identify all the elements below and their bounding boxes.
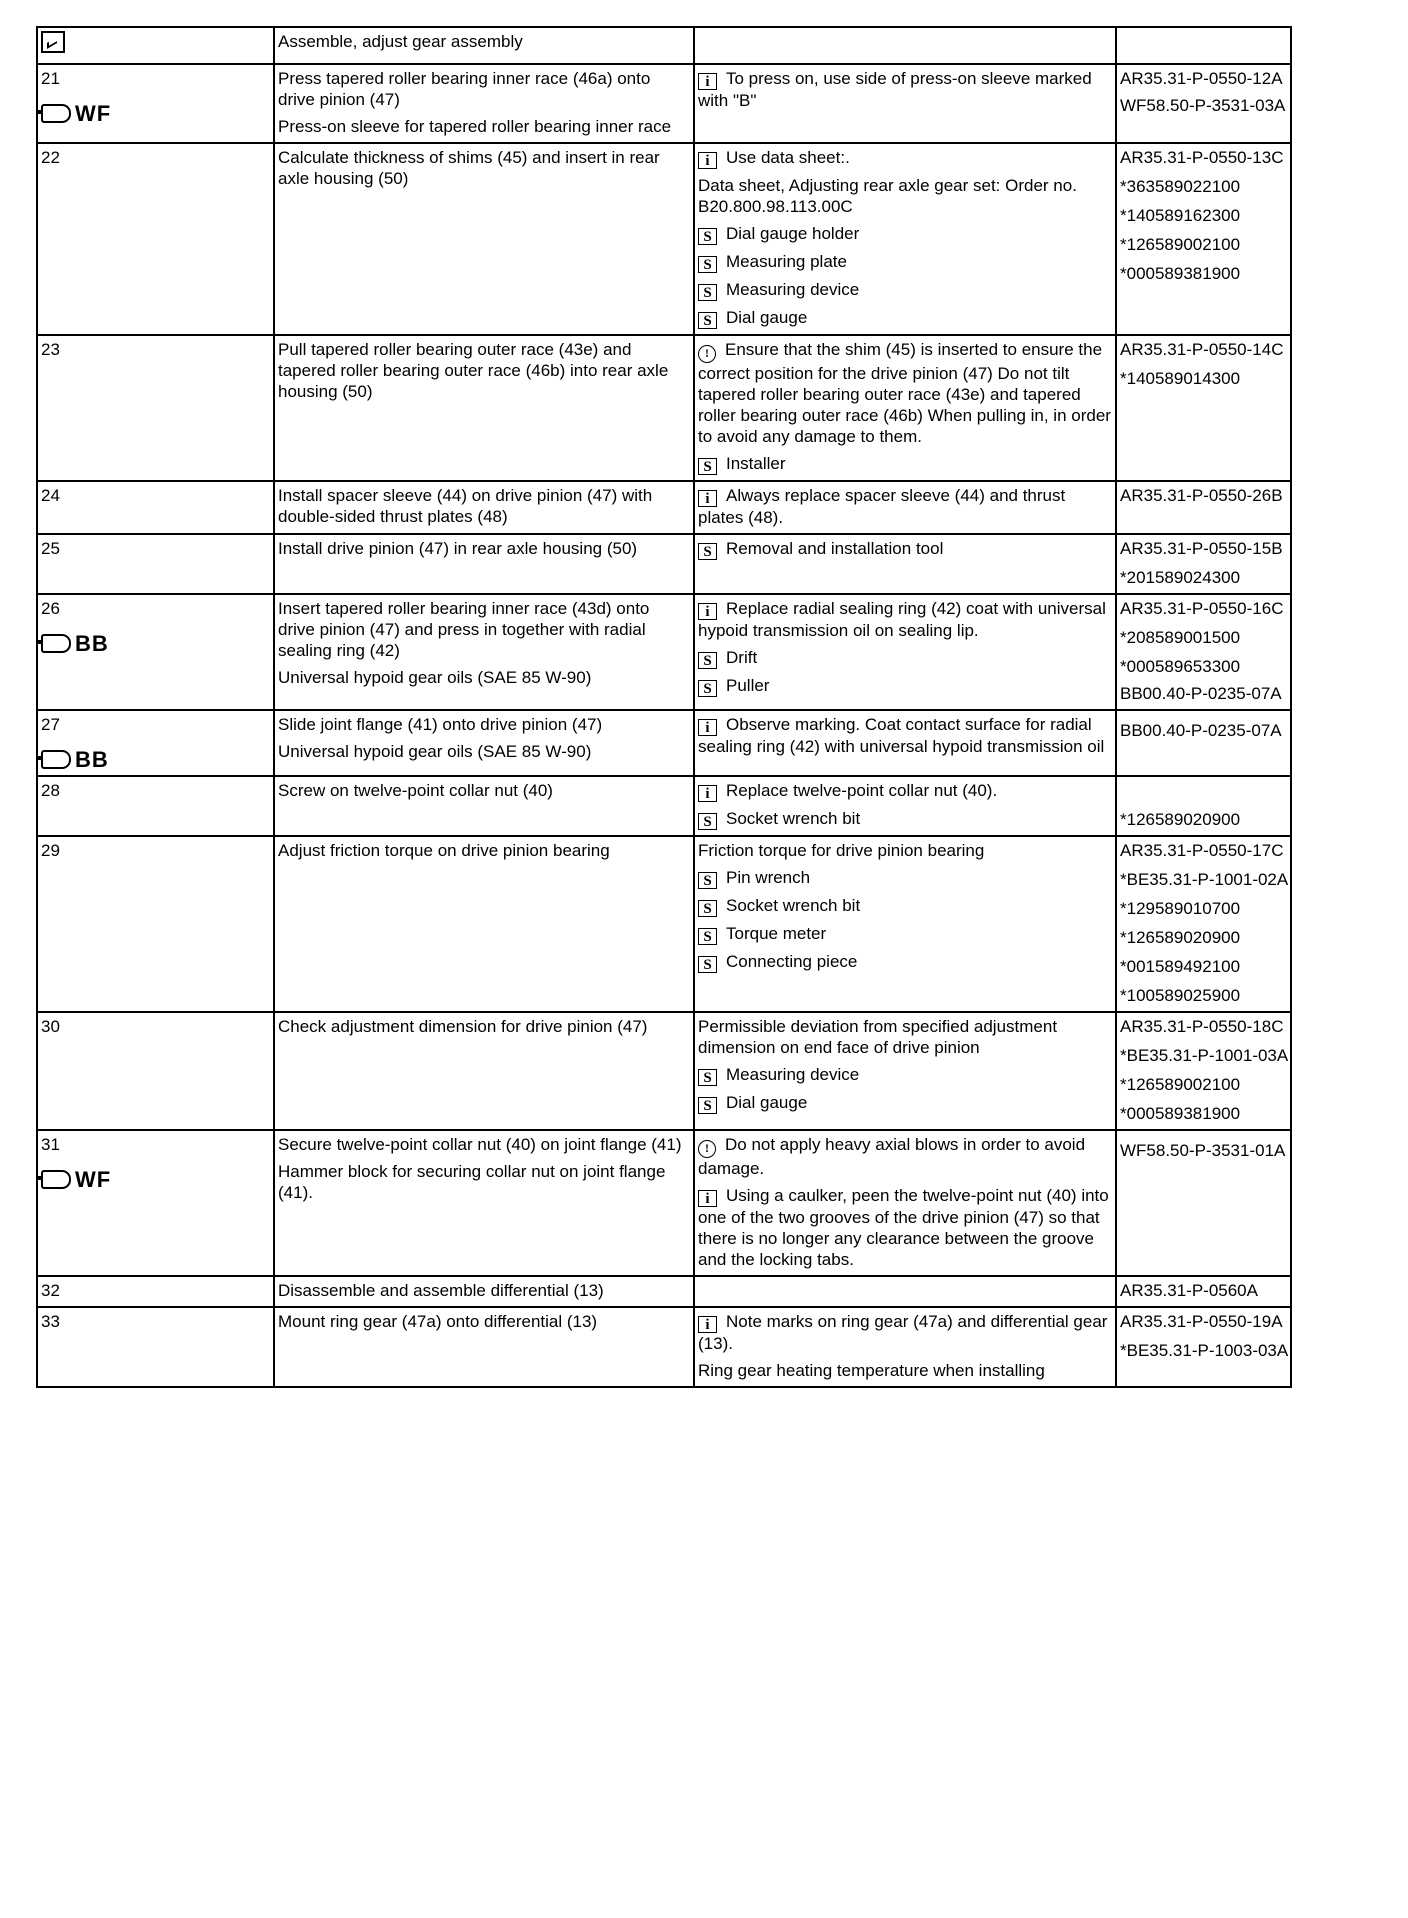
reference-type: WF: [75, 1167, 112, 1192]
step-notes-cell: [694, 481, 1116, 534]
note-text: To press on, use side of press-on sleeve marked with "B": [698, 69, 1092, 110]
step-number-cell: [37, 776, 274, 836]
step-description-cell: [274, 710, 694, 776]
note-text: Dial gauge holder: [726, 224, 860, 243]
note: [698, 307, 1112, 329]
special-tool-icon: S: [698, 652, 717, 669]
step-description: Pull tapered roller bearing outer race (43e) and tapered roller bearing outer race (46b) into rear axle housing (50): [278, 340, 669, 401]
step-number-cell: [37, 534, 274, 594]
reference-code: AR35.31-P-0550-18C: [1120, 1017, 1284, 1036]
step-description: Press tapered roller bearing inner race (46a) onto drive pinion (47): [278, 69, 651, 109]
note-text: Note marks on ring gear (47a) and differential gear (13).: [698, 1312, 1108, 1353]
special-tool-icon: S: [698, 813, 717, 830]
step-description-cell: [274, 64, 694, 143]
step-description-cell: [274, 836, 694, 1012]
step-description-cell: [274, 1130, 694, 1276]
note-text: Socket wrench bit: [726, 809, 861, 828]
reference-code: *000589381900: [1120, 1104, 1241, 1123]
note-text: Drift: [726, 648, 758, 667]
reference-code: AR35.31-P-0550-13C: [1120, 148, 1284, 167]
step-description-cell: [274, 335, 694, 481]
step-number-cell: [37, 143, 274, 335]
note-text: Replace radial sealing ring (42) coat with universal hypoid transmission oil on sealing lip.: [698, 599, 1106, 640]
step-notes-cell: [694, 1307, 1116, 1387]
special-tool-icon: S: [698, 458, 717, 475]
note: [698, 1185, 1112, 1270]
note: [698, 339, 1112, 447]
reference-code: *126589002100: [1120, 1075, 1241, 1094]
step-description: Slide joint flange (41) onto drive pinion (47): [278, 715, 603, 734]
reference-code: BB00.40-P-0235-07A: [1120, 684, 1282, 703]
special-tool-icon: S: [698, 543, 717, 560]
step-codes-cell: [1116, 710, 1291, 776]
caution-icon: !: [698, 345, 716, 363]
header-row: [37, 27, 1291, 64]
step-codes-cell: [1116, 64, 1291, 143]
note-text: Replace twelve-point collar nut (40).: [726, 781, 998, 800]
reference-code: WF58.50-P-3531-01A: [1120, 1141, 1286, 1160]
step-description: Check adjustment dimension for drive pinion (47): [278, 1017, 648, 1036]
step-number-cell: [37, 1276, 274, 1307]
special-tool-icon: S: [698, 312, 717, 329]
step-number: 31: [41, 1135, 60, 1154]
step-notes-cell: [694, 143, 1116, 335]
caution-icon: !: [698, 1140, 716, 1158]
step-description: Calculate thickness of shims (45) and insert in rear axle housing (50): [278, 148, 660, 188]
reference-code: *000589381900: [1120, 264, 1241, 283]
step-codes-cell: [1116, 1276, 1291, 1307]
note-text: Do not apply heavy axial blows in order to avoid damage.: [698, 1135, 1086, 1178]
pointing-hand-icon: [41, 634, 71, 653]
info-icon: i: [698, 719, 717, 736]
pointing-hand-icon: [41, 104, 71, 123]
special-tool-icon: S: [698, 1069, 717, 1086]
note: [698, 1134, 1112, 1179]
step-number-cell: [37, 481, 274, 534]
pointing-hand-icon: [41, 1170, 71, 1189]
step-row: [37, 534, 1291, 594]
step-row: [37, 1012, 1291, 1130]
special-tool-icon: S: [698, 928, 717, 945]
step-number: 25: [41, 539, 60, 558]
note: [698, 867, 1112, 889]
step-number: 29: [41, 841, 60, 860]
reference-type: WF: [75, 101, 112, 126]
header-title: Assemble, adjust gear assembly: [274, 27, 694, 64]
step-description-cell: [274, 481, 694, 534]
step-notes-cell: [694, 1130, 1116, 1276]
step-description: Mount ring gear (47a) onto differential (13): [278, 1312, 598, 1331]
info-icon: i: [698, 1316, 717, 1333]
note: [698, 675, 1112, 697]
special-tool-icon: S: [698, 956, 717, 973]
step-row: [37, 64, 1291, 143]
pointing-hand-icon: [41, 750, 71, 769]
step-number-cell: [37, 1012, 274, 1130]
step-number: 30: [41, 1017, 60, 1036]
note: [698, 251, 1112, 273]
document-reference: [41, 103, 270, 124]
reference-code: *126589020900: [1120, 810, 1241, 829]
step-codes-cell: [1116, 335, 1291, 481]
step-number: 28: [41, 781, 60, 800]
step-number: 22: [41, 148, 60, 167]
note: [698, 647, 1112, 669]
note: [698, 1064, 1112, 1086]
reference-type: BB: [75, 747, 109, 772]
step-row: [37, 481, 1291, 534]
reference-code: *363589022100: [1120, 177, 1241, 196]
reference-code: AR35.31-P-0550-17C: [1120, 841, 1284, 860]
info-icon: i: [698, 152, 717, 169]
step-codes-cell: [1116, 1012, 1291, 1130]
step-description-cell: [274, 1012, 694, 1130]
header-icon-cell: [37, 27, 274, 64]
step-row: [37, 594, 1291, 710]
reference-code: *140589162300: [1120, 206, 1241, 225]
reference-code: *BE35.31-P-1003-03A: [1120, 1341, 1289, 1360]
step-description: Insert tapered roller bearing inner race (43d) onto drive pinion (47) and press in together with radial sealing ring (42): [278, 599, 650, 660]
reference-code: *126589020900: [1120, 928, 1241, 947]
note-text: Using a caulker, peen the twelve-point nut (40) into one of the two grooves of the drive pinion (47) so that there is no longer any clearance between the groove and the locking tabs.: [698, 1186, 1109, 1269]
document-reference: [41, 1169, 270, 1190]
note-text: Ensure that the shim (45) is inserted to ensure the correct position for the drive pinion (47) Do not tilt tapered roller bearing outer race (43e) and tapered roller bearing outer race (46b) When pulling in, in order to avoid any damage to them.: [698, 340, 1111, 446]
edit-icon: [41, 31, 65, 53]
note-text: Socket wrench bit: [726, 896, 861, 915]
step-description: Screw on twelve-point collar nut (40): [278, 781, 553, 800]
special-tool-icon: S: [698, 284, 717, 301]
step-codes-cell: [1116, 836, 1291, 1012]
note: [698, 485, 1112, 528]
note: [698, 895, 1112, 917]
document-reference: [41, 749, 270, 770]
reference-code: WF58.50-P-3531-03A: [1120, 96, 1286, 115]
special-tool-icon: S: [698, 680, 717, 697]
note: [698, 808, 1112, 830]
step-description-cell: [274, 534, 694, 594]
note: [698, 175, 1112, 217]
note: [698, 147, 1112, 169]
reference-code: AR35.31-P-0550-15B: [1120, 539, 1283, 558]
step-number-cell: [37, 335, 274, 481]
step-row: [37, 836, 1291, 1012]
note-text: Observe marking. Coat contact surface for radial sealing ring (42) with universal hypoid transmission oil: [698, 715, 1105, 756]
reference-code: BB00.40-P-0235-07A: [1120, 721, 1282, 740]
step-number: 23: [41, 340, 60, 359]
reference-description: Universal hypoid gear oils (SAE 85 W-90): [278, 668, 592, 687]
note: [698, 1016, 1112, 1058]
special-tool-icon: S: [698, 900, 717, 917]
step-description-cell: [274, 594, 694, 710]
step-description-cell: [274, 1276, 694, 1307]
note: [698, 223, 1112, 245]
step-number: 26: [41, 599, 60, 618]
step-row: [37, 710, 1291, 776]
step-description: Install drive pinion (47) in rear axle housing (50): [278, 539, 638, 558]
step-number-cell: [37, 594, 274, 710]
note-text: Dial gauge: [726, 1093, 808, 1112]
info-icon: i: [698, 73, 717, 90]
step-codes-cell: [1116, 143, 1291, 335]
step-codes-cell: [1116, 776, 1291, 836]
step-description-cell: [274, 143, 694, 335]
reference-code: *129589010700: [1120, 899, 1241, 918]
reference-code: *140589014300: [1120, 369, 1241, 388]
step-number-cell: [37, 836, 274, 1012]
info-icon: i: [698, 490, 717, 507]
reference-description: Press-on sleeve for tapered roller bearing inner race: [278, 117, 672, 136]
step-notes-cell: [694, 1276, 1116, 1307]
step-number-cell: [37, 710, 274, 776]
step-number-cell: [37, 1130, 274, 1276]
step-row: [37, 335, 1291, 481]
note: [698, 951, 1112, 973]
step-number: 27: [41, 715, 60, 734]
reference-code: [1120, 780, 1287, 801]
reference-code: *001589492100: [1120, 957, 1241, 976]
reference-code: AR35.31-P-0560A: [1120, 1281, 1258, 1300]
step-description: Adjust friction torque on drive pinion bearing: [278, 841, 610, 860]
step-notes-cell: [694, 534, 1116, 594]
step-notes-cell: [694, 64, 1116, 143]
step-row: [37, 1130, 1291, 1276]
note: [698, 279, 1112, 301]
step-codes-cell: [1116, 1307, 1291, 1387]
reference-code: *100589025900: [1120, 986, 1241, 1005]
step-row: [37, 143, 1291, 335]
step-description: Disassemble and assemble differential (13): [278, 1281, 604, 1300]
step-codes-cell: [1116, 534, 1291, 594]
step-notes-cell: [694, 594, 1116, 710]
reference-code: *201589024300: [1120, 568, 1241, 587]
step-codes-cell: [1116, 481, 1291, 534]
note: [698, 453, 1112, 475]
note: [698, 598, 1112, 641]
step-row: [37, 776, 1291, 836]
step-number: 21: [41, 69, 60, 88]
step-number-cell: [37, 1307, 274, 1387]
special-tool-icon: S: [698, 228, 717, 245]
special-tool-icon: S: [698, 1097, 717, 1114]
note-text: Data sheet, Adjusting rear axle gear set: Order no. B20.800.98.113.00C: [698, 176, 1077, 216]
reference-code: *126589002100: [1120, 235, 1241, 254]
note-text: Torque meter: [726, 924, 827, 943]
reference-description: Universal hypoid gear oils (SAE 85 W-90): [278, 742, 592, 761]
reference-description: Hammer block for securing collar nut on joint flange (41).: [278, 1162, 666, 1202]
step-description-cell: [274, 776, 694, 836]
step-row: [37, 1307, 1291, 1387]
reference-code: AR35.31-P-0550-16C: [1120, 599, 1284, 618]
info-icon: i: [698, 1190, 717, 1207]
note-text: Connecting piece: [726, 952, 858, 971]
step-number-cell: [37, 64, 274, 143]
note-text: Puller: [726, 676, 770, 695]
note: [698, 714, 1112, 757]
step-codes-cell: [1116, 594, 1291, 710]
special-tool-icon: S: [698, 872, 717, 889]
note-text: Friction torque for drive pinion bearing: [698, 841, 985, 860]
note: [698, 1360, 1112, 1381]
note-text: Removal and installation tool: [726, 539, 944, 558]
step-codes-cell: [1116, 1130, 1291, 1276]
reference-code: *000589653300: [1120, 657, 1241, 676]
step-notes-cell: [694, 776, 1116, 836]
reference-code: *BE35.31-P-1001-03A: [1120, 1046, 1289, 1065]
step-description: Install spacer sleeve (44) on drive pinion (47) with double-sided thrust plates (48): [278, 486, 653, 526]
note-text: Ring gear heating temperature when installing: [698, 1361, 1045, 1380]
info-icon: i: [698, 603, 717, 620]
note: [698, 780, 1112, 802]
reference-code: *208589001500: [1120, 628, 1241, 647]
note: [698, 923, 1112, 945]
special-tool-icon: S: [698, 256, 717, 273]
note-text: Measuring device: [726, 1065, 860, 1084]
reference-code: AR35.31-P-0550-14C: [1120, 340, 1284, 359]
step-number: 33: [41, 1312, 60, 1331]
step-notes-cell: [694, 710, 1116, 776]
step-notes-cell: [694, 836, 1116, 1012]
step-description-cell: [274, 1307, 694, 1387]
note-text: Installer: [726, 454, 786, 473]
note: [698, 1092, 1112, 1114]
note: [698, 1311, 1112, 1354]
reference-code: *BE35.31-P-1001-02A: [1120, 870, 1289, 889]
procedure-table: [36, 26, 1292, 1388]
step-notes-cell: [694, 335, 1116, 481]
reference-code: AR35.31-P-0550-19A: [1120, 1312, 1283, 1331]
step-notes-cell: [694, 1012, 1116, 1130]
step-number: 32: [41, 1281, 60, 1300]
step-description: Secure twelve-point collar nut (40) on joint flange (41): [278, 1135, 682, 1154]
note-text: Permissible deviation from specified adjustment dimension on end face of drive pinion: [698, 1017, 1058, 1057]
note-text: Dial gauge: [726, 308, 808, 327]
note: [698, 538, 1112, 560]
note: [698, 68, 1112, 111]
reference-code: AR35.31-P-0550-26B: [1120, 486, 1283, 505]
step-number: 24: [41, 486, 60, 505]
info-icon: i: [698, 785, 717, 802]
note: [698, 840, 1112, 861]
note-text: Pin wrench: [726, 868, 811, 887]
note-text: Measuring device: [726, 280, 860, 299]
note-text: Always replace spacer sleeve (44) and thrust plates (48).: [698, 486, 1066, 527]
note-text: Measuring plate: [726, 252, 847, 271]
document-reference: [41, 633, 270, 654]
reference-type: BB: [75, 631, 109, 656]
step-row: [37, 1276, 1291, 1307]
reference-code: AR35.31-P-0550-12A: [1120, 69, 1283, 88]
note-text: Use data sheet:.: [726, 148, 850, 167]
